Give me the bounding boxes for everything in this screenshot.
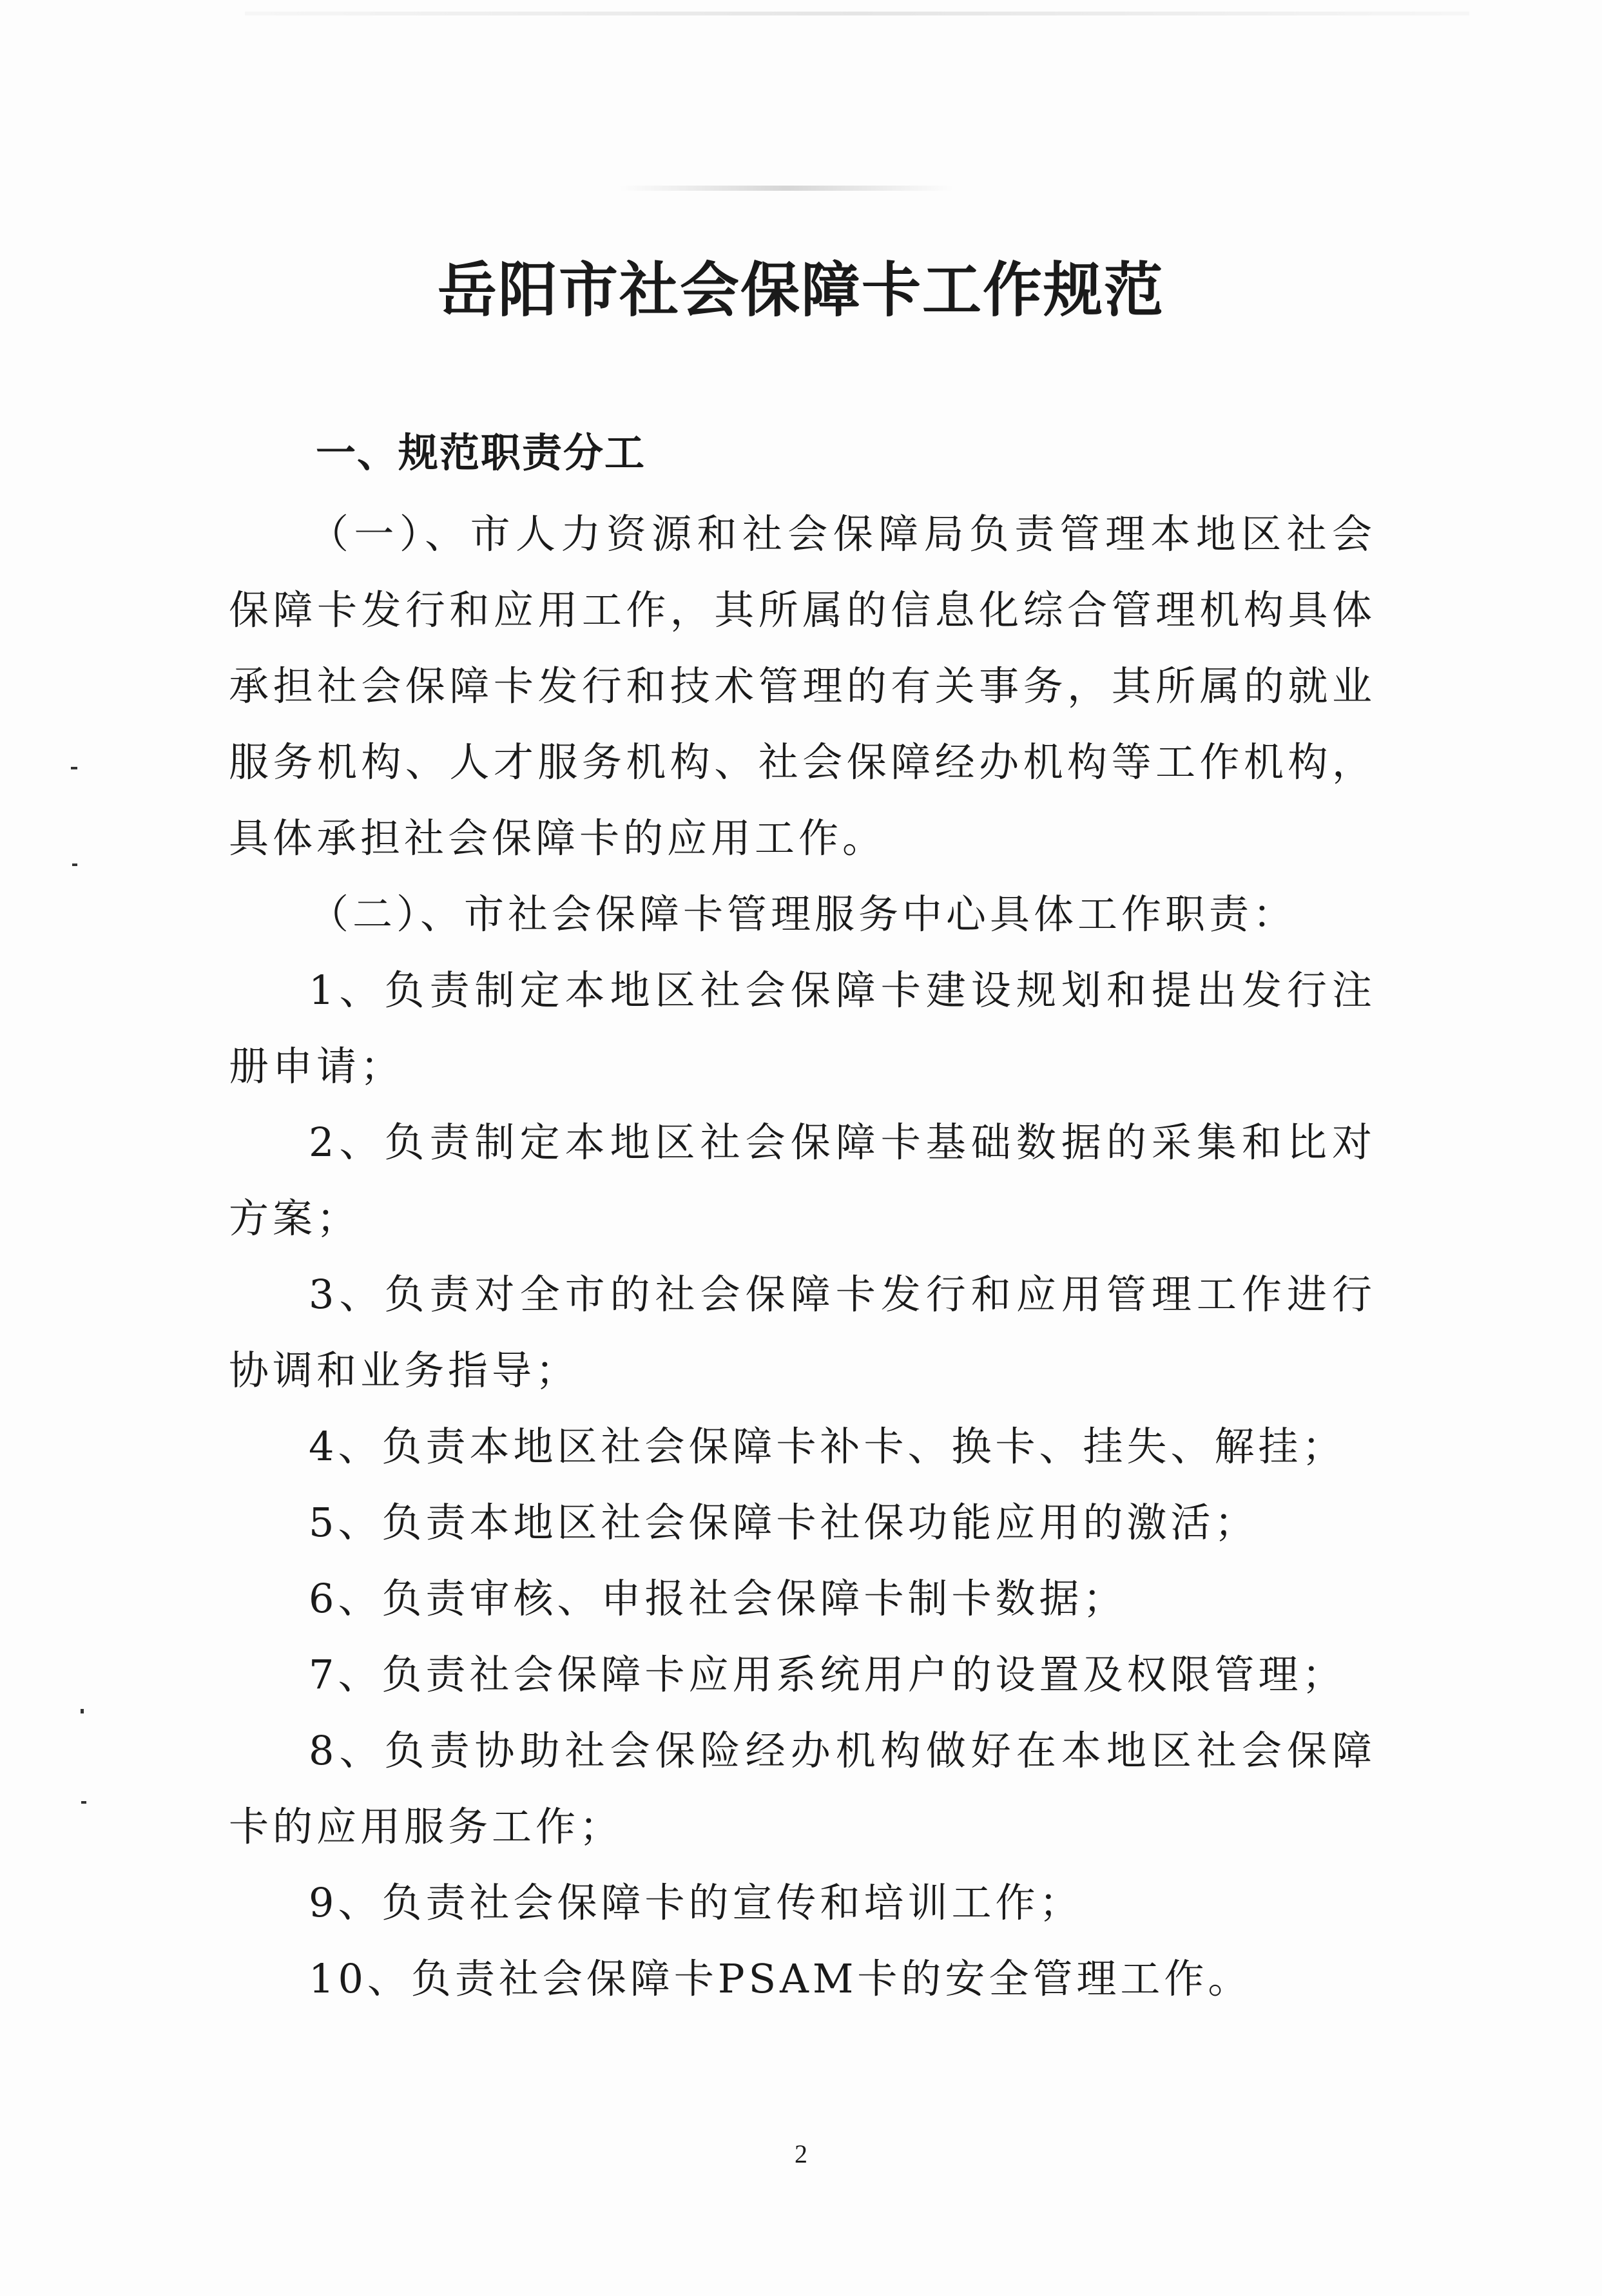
document-title: 岳阳市社会保障卡工作规范: [437, 255, 1164, 325]
list-item: 4、负责本地区社会保障卡补卡、换卡、挂失、解挂；: [309, 1423, 1346, 1470]
document-body: [229, 496, 1376, 2017]
list-item: 9、负责社会保障卡的宣传和培训工作；: [309, 1879, 1083, 1926]
list-item: 1、负责制定本地区社会保障卡建设规划和提出发行注册申请；: [229, 967, 1376, 1090]
list-item: 10、负责社会保障卡PSAM卡的安全管理工作。: [309, 1955, 1252, 2002]
paragraph: （一）、市人力资源和社会保障局负责管理本地区社会保障卡发行和应用工作，其所属的信息化综合管理机构具体承担社会保障卡发行和技术管理的有关事务，其所属的就业服务机构、人才服务机构、社会保障经办机构等工作机构，具体承担社会保障卡的应用工作。: [229, 510, 1376, 862]
paragraph: （二）、市社会保障卡管理服务中心具体工作职责：: [309, 891, 1297, 938]
scan-edge-artifact: [245, 12, 1469, 15]
scan-smudge-artifact: [619, 186, 954, 191]
margin-mark: [71, 767, 77, 769]
margin-mark: [81, 1709, 84, 1713]
page-number: 2: [795, 2139, 807, 2168]
section-heading: 一、规范职责分工: [316, 429, 646, 476]
margin-mark: [81, 1801, 86, 1804]
list-item: 8、负责协助社会保险经办机构做好在本地区社会保障卡的应用服务工作；: [229, 1727, 1376, 1850]
list-item: 2、负责制定本地区社会保障卡基础数据的采集和比对方案；: [229, 1119, 1376, 1242]
list-item: 3、负责对全市的社会保障卡发行和应用管理工作进行协调和业务指导；: [229, 1271, 1376, 1394]
list-item: 5、负责本地区社会保障卡社保功能应用的激活；: [309, 1499, 1259, 1546]
list-item: 6、负责审核、申报社会保障卡制卡数据；: [309, 1575, 1127, 1622]
list-item: 7、负责社会保障卡应用系统用户的设置及权限管理；: [309, 1651, 1346, 1698]
margin-mark: [72, 863, 77, 866]
